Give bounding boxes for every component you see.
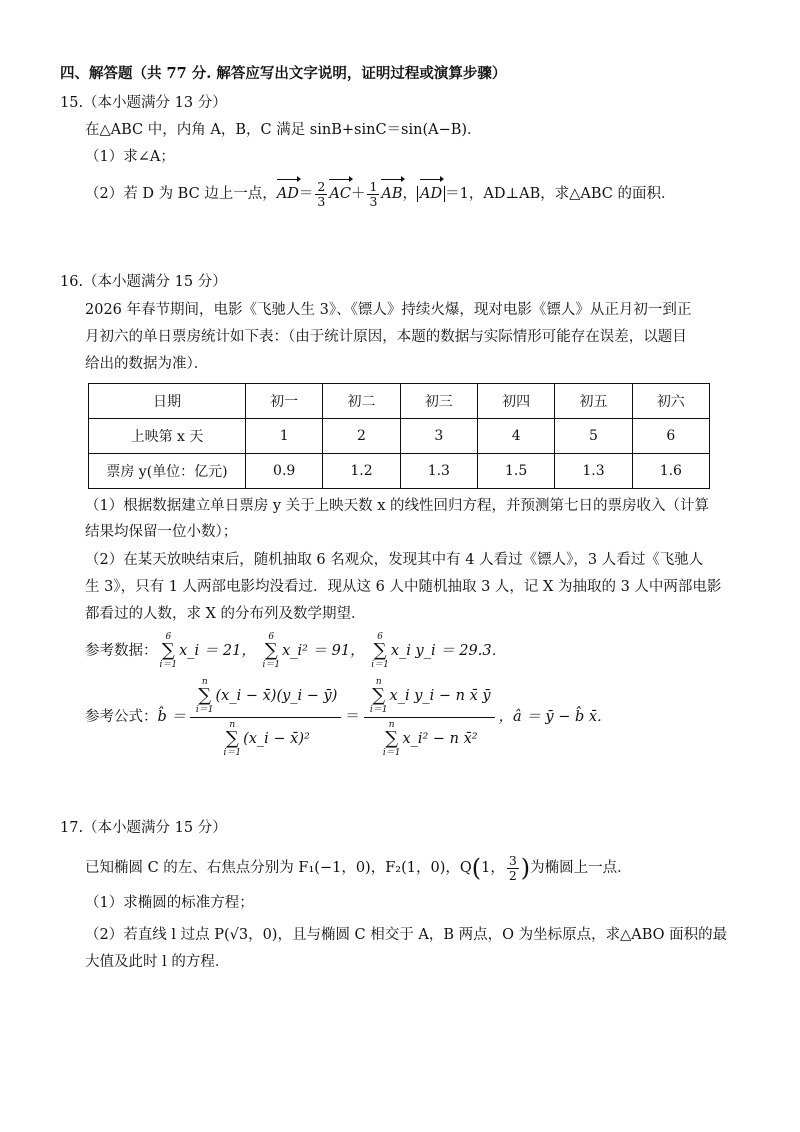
ref-value: x_i ＝ 21， bbox=[179, 643, 256, 659]
table-cell: 1 bbox=[246, 419, 323, 454]
summation-sign: 6 ∑ i＝1 bbox=[159, 632, 178, 670]
vector-ac: AC bbox=[329, 178, 351, 210]
section-header: 四、解答题（共 77 分. 解答应写出文字说明，证明过程或演算步骤） bbox=[60, 65, 507, 82]
vector-ad-abs: AD bbox=[420, 178, 442, 210]
table-cell: 1.5 bbox=[477, 454, 554, 489]
table-cell: 1.2 bbox=[323, 454, 400, 489]
q17-heading: 17.（本小题满分 15 分） bbox=[60, 820, 227, 836]
fraction-numerator: x_i y_i − n x̄ ȳ bbox=[389, 687, 491, 704]
table-header-cell: 上映第 x 天 bbox=[89, 419, 246, 454]
vector-ad: AD bbox=[277, 178, 299, 210]
table-header-cell: 票房 y(单位：亿元) bbox=[89, 454, 246, 489]
q16-part2-line: 生 3》，只有 1 人两部电影均没看过．现从这 6 人中随机抽取 3 人，记 X 为抽取的 3 人中两部电影 bbox=[85, 579, 722, 595]
reference-data bbox=[85, 632, 506, 670]
vector-ab: AB bbox=[381, 178, 402, 210]
fraction-numerator: 2 bbox=[317, 178, 326, 194]
table-cell: 3 bbox=[400, 419, 477, 454]
fraction-two-thirds bbox=[315, 180, 327, 209]
fraction-three-halves bbox=[507, 854, 519, 883]
ref-data-label: 参考数据： bbox=[85, 643, 158, 659]
summation-sign: n ∑ i＝1 bbox=[223, 719, 242, 758]
table-cell: 初一 bbox=[246, 384, 323, 419]
q17-stem: 已知椭圆 C 的左、右焦点分别为 F₁(−1，0)，F₂(1，0)，Q(1， $\frac{3}{2}$ )为椭圆上一点． bbox=[85, 852, 632, 883]
reference-formula bbox=[85, 672, 612, 762]
q17-stem-suffix: 为椭圆上一点． bbox=[530, 860, 632, 876]
table-cell: 1.3 bbox=[555, 454, 632, 489]
table-row bbox=[89, 419, 710, 454]
summation-sign: 6 ∑ i＝1 bbox=[262, 632, 281, 670]
plus-sign: ＋ bbox=[350, 186, 366, 202]
table-cell: 2 bbox=[323, 419, 400, 454]
q15-part1: （1）求∠A； bbox=[85, 149, 175, 165]
fraction-numerator: 1 bbox=[369, 178, 378, 194]
table-cell: 6 bbox=[632, 419, 709, 454]
q16-stem-line: 给出的数据为准）． bbox=[85, 356, 209, 372]
table-row bbox=[89, 454, 710, 489]
q16-stem-line: 月初六的单日票房统计如下表：（由于统计原因，本题的数据与实际情形可能存在误差，以题目 bbox=[85, 329, 687, 345]
table-header-cell: 日期 bbox=[89, 384, 246, 419]
fraction-denominator: 3 bbox=[317, 193, 326, 209]
fraction-one-third bbox=[367, 180, 379, 209]
formula-fraction-2 bbox=[364, 677, 495, 758]
ref-formula-label: 参考公式： bbox=[85, 709, 158, 725]
q15-part2-prefix: （2）若 D 为 BC 边上一点， bbox=[85, 186, 277, 202]
table-cell: 1.6 bbox=[632, 454, 709, 489]
table-cell: 4 bbox=[477, 419, 554, 454]
summation-sign: n ∑ i＝1 bbox=[195, 676, 214, 715]
q15-part2: （2）若 D 为 BC 边上一点，AD＝ $\frac{2}{3}$ AC＋ $\frac{1}{3}$ AB， AD ＝1，AD⊥AB，求△ABC 的面积． bbox=[85, 178, 676, 209]
table-cell: 5 bbox=[555, 419, 632, 454]
q17-part2-line: 大值及此时 l 的方程． bbox=[85, 954, 230, 970]
q16-stem-line: 2026 年春节期间，电影《飞驰人生 3》、《镖人》持续火爆，现对电影《镖人》从正月初一到正 bbox=[85, 302, 692, 318]
table-row bbox=[89, 384, 710, 419]
q15-heading: 15.（本小题满分 13 分） bbox=[60, 95, 227, 111]
ref-value: x_i y_i ＝ 29.3． bbox=[390, 643, 507, 659]
table-cell: 初四 bbox=[477, 384, 554, 419]
q16-part1-line: （1）根据数据建立单日票房 y 关于上映天数 x 的线性回归方程，并预测第七日的票房收入（计算 bbox=[85, 498, 710, 514]
q15-part2-rest: ＝1，AD⊥AB，求△ABC 的面积． bbox=[445, 186, 676, 202]
summation-sign: 6 ∑ i＝1 bbox=[371, 632, 389, 670]
q-point-x: 1， bbox=[481, 860, 505, 876]
table-cell: 初二 bbox=[323, 384, 400, 419]
q16-heading: 16.（本小题满分 15 分） bbox=[60, 274, 227, 290]
table-cell: 初六 bbox=[632, 384, 709, 419]
q17-part1: （1）求椭圆的标准方程； bbox=[85, 895, 254, 911]
q17-stem-prefix: 已知椭圆 C 的左、右焦点分别为 F₁(−1，0)，F₂(1，0)，Q bbox=[85, 860, 472, 876]
q16-part2-line: （2）在某天放映结束后，随机抽取 6 名观众，发现其中有 4 人看过《镖人》，3 人看过《飞驰人 bbox=[85, 552, 704, 568]
table-cell: 1.3 bbox=[400, 454, 477, 489]
summation-sign: n ∑ i＝1 bbox=[369, 676, 388, 715]
eq-sign: ＝ bbox=[345, 709, 360, 725]
fraction-denominator: 2 bbox=[508, 867, 517, 883]
q17-part2-line: （2）若直线 l 过点 P(√3，0)，且与椭圆 C 相交于 A，B 两点，O 为坐标原点，求△ABO 面积的最 bbox=[85, 927, 728, 943]
a-hat: ，â ＝ ȳ − b̂ x̄． bbox=[498, 709, 612, 725]
q15-stem: 在△ABC 中，内角 A，B，C 满足 sinB+sinC＝sin(A−B)． bbox=[85, 122, 482, 138]
fraction-denominator: x_i² − n x̄² bbox=[402, 730, 478, 747]
fraction-numerator: 3 bbox=[508, 852, 517, 868]
q16-part1-line: 结果均保留一位小数）； bbox=[85, 524, 238, 540]
fraction-numerator: (x_i − x̄)(y_i − ȳ) bbox=[215, 687, 338, 704]
fraction-denominator: 3 bbox=[369, 193, 378, 209]
fraction-denominator: (x_i − x̄)² bbox=[243, 730, 310, 747]
abs-vector-ad bbox=[417, 186, 445, 202]
table-cell: 初五 bbox=[555, 384, 632, 419]
summation-sign: n ∑ i＝1 bbox=[382, 719, 401, 758]
q16-part2-line: 都看过的人数，求 X 的分布列及数学期望． bbox=[85, 606, 366, 622]
eq-sign: ＝ bbox=[298, 186, 314, 202]
table-cell: 0.9 bbox=[246, 454, 323, 489]
box-office-table bbox=[88, 383, 710, 489]
table-cell: 初三 bbox=[400, 384, 477, 419]
b-hat: b̂ ＝ bbox=[157, 709, 186, 725]
formula-fraction-1 bbox=[190, 677, 342, 758]
ref-value: x_i² ＝ 91， bbox=[282, 643, 365, 659]
